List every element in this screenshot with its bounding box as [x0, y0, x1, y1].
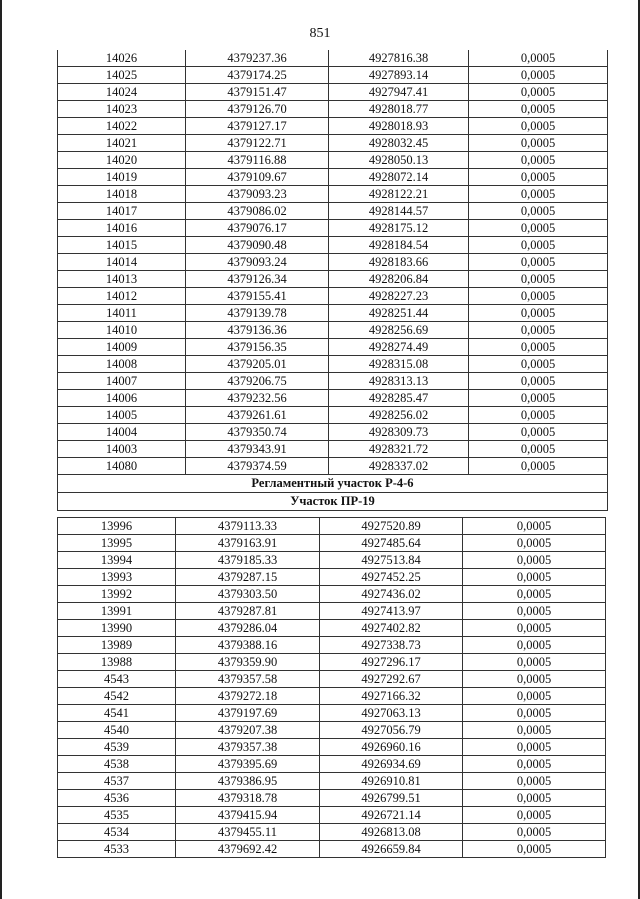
y-coordinate-cell: 4928309.73: [329, 424, 469, 441]
y-coordinate-cell: 4926659.84: [320, 841, 463, 858]
x-coordinate-cell: 4379197.69: [176, 705, 320, 722]
point-number-cell: 13993: [58, 569, 176, 586]
y-coordinate-cell: 4928251.44: [329, 305, 469, 322]
point-number-cell: 4543: [58, 671, 176, 688]
point-number-cell: 14014: [58, 254, 186, 271]
y-coordinate-cell: 4926813.08: [320, 824, 463, 841]
table-row: [58, 101, 608, 118]
x-coordinate-cell: 4379388.16: [176, 637, 320, 654]
x-coordinate-cell: 4379415.94: [176, 807, 320, 824]
x-coordinate-cell: 4379272.18: [176, 688, 320, 705]
point-number-cell: 14012: [58, 288, 186, 305]
table-row: [58, 841, 606, 858]
point-number-cell: 4540: [58, 722, 176, 739]
point-number-cell: 14010: [58, 322, 186, 339]
point-number-cell: 13990: [58, 620, 176, 637]
x-coordinate-cell: 4379127.17: [186, 118, 329, 135]
table-row: [58, 688, 606, 705]
x-coordinate-cell: 4379374.59: [186, 458, 329, 475]
table-row: [58, 305, 608, 322]
table-row: [58, 603, 606, 620]
x-coordinate-cell: 4379155.41: [186, 288, 329, 305]
point-number-cell: 14018: [58, 186, 186, 203]
point-number-cell: 13991: [58, 603, 176, 620]
accuracy-cell: 0,0005: [469, 84, 608, 101]
point-number-cell: 14020: [58, 152, 186, 169]
y-coordinate-cell: 4928050.13: [329, 152, 469, 169]
x-coordinate-cell: 4379232.56: [186, 390, 329, 407]
accuracy-cell: 0,0005: [463, 824, 606, 841]
table-row: [58, 790, 606, 807]
y-coordinate-cell: 4928032.45: [329, 135, 469, 152]
accuracy-cell: 0,0005: [463, 637, 606, 654]
point-number-cell: 14023: [58, 101, 186, 118]
table-row: [58, 118, 608, 135]
y-coordinate-cell: 4928072.14: [329, 169, 469, 186]
table-row: [58, 254, 608, 271]
accuracy-cell: 0,0005: [469, 186, 608, 203]
x-coordinate-cell: 4379093.24: [186, 254, 329, 271]
table-row: [58, 586, 606, 603]
point-number-cell: 4537: [58, 773, 176, 790]
section-heading-row: [58, 475, 608, 493]
y-coordinate-cell: 4928256.02: [329, 407, 469, 424]
accuracy-cell: 0,0005: [469, 152, 608, 169]
y-coordinate-cell: 4928274.49: [329, 339, 469, 356]
y-coordinate-cell: 4927520.89: [320, 518, 463, 535]
x-coordinate-cell: 4379287.81: [176, 603, 320, 620]
point-number-cell: 14006: [58, 390, 186, 407]
x-coordinate-cell: 4379126.70: [186, 101, 329, 118]
x-coordinate-cell: 4379357.58: [176, 671, 320, 688]
x-coordinate-cell: 4379205.01: [186, 356, 329, 373]
x-coordinate-cell: 4379139.78: [186, 305, 329, 322]
y-coordinate-cell: 4926960.16: [320, 739, 463, 756]
accuracy-cell: 0,0005: [463, 688, 606, 705]
x-coordinate-cell: 4379126.34: [186, 271, 329, 288]
y-coordinate-cell: 4927296.17: [320, 654, 463, 671]
accuracy-cell: 0,0005: [469, 390, 608, 407]
table-row: [58, 824, 606, 841]
accuracy-cell: 0,0005: [463, 620, 606, 637]
x-coordinate-cell: 4379386.95: [176, 773, 320, 790]
accuracy-cell: 0,0005: [463, 756, 606, 773]
table-row: [58, 807, 606, 824]
point-number-cell: 14013: [58, 271, 186, 288]
x-coordinate-cell: 4379151.47: [186, 84, 329, 101]
page-number: 851: [309, 26, 331, 41]
point-number-cell: 13996: [58, 518, 176, 535]
table-row: [58, 756, 606, 773]
accuracy-cell: 0,0005: [469, 118, 608, 135]
y-coordinate-cell: 4927402.82: [320, 620, 463, 637]
y-coordinate-cell: 4926934.69: [320, 756, 463, 773]
table-row: [58, 271, 608, 288]
point-number-cell: 14011: [58, 305, 186, 322]
accuracy-cell: 0,0005: [469, 220, 608, 237]
y-coordinate-cell: 4928321.72: [329, 441, 469, 458]
x-coordinate-cell: 4379093.23: [186, 186, 329, 203]
point-number-cell: 14021: [58, 135, 186, 152]
point-number-cell: 13995: [58, 535, 176, 552]
accuracy-cell: 0,0005: [469, 407, 608, 424]
y-coordinate-cell: 4928175.12: [329, 220, 469, 237]
table-row: [58, 441, 608, 458]
point-number-cell: 4541: [58, 705, 176, 722]
section-heading-regulatory-plot: Регламентный участок Р-4-6: [58, 475, 608, 493]
table-row: [58, 322, 608, 339]
x-coordinate-cell: 4379156.35: [186, 339, 329, 356]
x-coordinate-cell: 4379086.02: [186, 203, 329, 220]
point-number-cell: 14024: [58, 84, 186, 101]
point-number-cell: 14019: [58, 169, 186, 186]
y-coordinate-cell: 4928183.66: [329, 254, 469, 271]
table-row: [58, 135, 608, 152]
table-row: [58, 67, 608, 84]
x-coordinate-cell: 4379455.11: [176, 824, 320, 841]
accuracy-cell: 0,0005: [463, 807, 606, 824]
point-number-cell: 13988: [58, 654, 176, 671]
point-number-cell: 14022: [58, 118, 186, 135]
point-number-cell: 4536: [58, 790, 176, 807]
point-number-cell: 14025: [58, 67, 186, 84]
accuracy-cell: 0,0005: [463, 586, 606, 603]
y-coordinate-cell: 4927413.97: [320, 603, 463, 620]
section-heading-row: [58, 493, 608, 511]
table-row: [58, 620, 606, 637]
point-number-cell: 13989: [58, 637, 176, 654]
y-coordinate-cell: 4927056.79: [320, 722, 463, 739]
table-row: [58, 237, 608, 254]
point-number-cell: 14007: [58, 373, 186, 390]
point-number-cell: 14016: [58, 220, 186, 237]
x-coordinate-cell: 4379076.17: [186, 220, 329, 237]
accuracy-cell: 0,0005: [463, 654, 606, 671]
x-coordinate-cell: 4379692.42: [176, 841, 320, 858]
point-number-cell: 14026: [58, 50, 186, 67]
x-coordinate-cell: 4379206.75: [186, 373, 329, 390]
table-row: [58, 535, 606, 552]
accuracy-cell: 0,0005: [463, 773, 606, 790]
table-row: [58, 288, 608, 305]
table-row: [58, 739, 606, 756]
point-number-cell: 14004: [58, 424, 186, 441]
y-coordinate-cell: 4928206.84: [329, 271, 469, 288]
accuracy-cell: 0,0005: [469, 101, 608, 118]
accuracy-cell: 0,0005: [469, 254, 608, 271]
accuracy-cell: 0,0005: [469, 424, 608, 441]
x-coordinate-cell: 4379174.25: [186, 67, 329, 84]
y-coordinate-cell: 4928227.23: [329, 288, 469, 305]
accuracy-cell: 0,0005: [463, 603, 606, 620]
accuracy-cell: 0,0005: [463, 569, 606, 586]
table-row: [58, 705, 606, 722]
x-coordinate-cell: 4379113.33: [176, 518, 320, 535]
point-number-cell: 13994: [58, 552, 176, 569]
x-coordinate-cell: 4379350.74: [186, 424, 329, 441]
accuracy-cell: 0,0005: [463, 722, 606, 739]
point-number-cell: 4542: [58, 688, 176, 705]
x-coordinate-cell: 4379286.04: [176, 620, 320, 637]
y-coordinate-cell: 4927452.25: [320, 569, 463, 586]
accuracy-cell: 0,0005: [469, 441, 608, 458]
point-number-cell: 14008: [58, 356, 186, 373]
table-row: [58, 722, 606, 739]
x-coordinate-cell: 4379318.78: [176, 790, 320, 807]
y-coordinate-cell: 4926910.81: [320, 773, 463, 790]
x-coordinate-cell: 4379359.90: [176, 654, 320, 671]
y-coordinate-cell: 4926721.14: [320, 807, 463, 824]
point-number-cell: 13992: [58, 586, 176, 603]
accuracy-cell: 0,0005: [463, 841, 606, 858]
x-coordinate-cell: 4379109.67: [186, 169, 329, 186]
accuracy-cell: 0,0005: [469, 288, 608, 305]
y-coordinate-cell: 4928285.47: [329, 390, 469, 407]
table-row: [58, 339, 608, 356]
table-row: [58, 203, 608, 220]
accuracy-cell: 0,0005: [469, 237, 608, 254]
section-heading-plot: Участок ПР-19: [58, 493, 608, 511]
accuracy-cell: 0,0005: [463, 739, 606, 756]
y-coordinate-cell: 4928144.57: [329, 203, 469, 220]
x-coordinate-cell: 4379136.36: [186, 322, 329, 339]
accuracy-cell: 0,0005: [469, 203, 608, 220]
accuracy-cell: 0,0005: [469, 373, 608, 390]
table-row: [58, 390, 608, 407]
y-coordinate-cell: 4927485.64: [320, 535, 463, 552]
y-coordinate-cell: 4928184.54: [329, 237, 469, 254]
table-row: [58, 458, 608, 475]
y-coordinate-cell: 4927292.67: [320, 671, 463, 688]
y-coordinate-cell: 4928315.08: [329, 356, 469, 373]
y-coordinate-cell: 4927338.73: [320, 637, 463, 654]
y-coordinate-cell: 4928337.02: [329, 458, 469, 475]
accuracy-cell: 0,0005: [463, 552, 606, 569]
x-coordinate-cell: 4379261.61: [186, 407, 329, 424]
x-coordinate-cell: 4379357.38: [176, 739, 320, 756]
accuracy-cell: 0,0005: [463, 518, 606, 535]
y-coordinate-cell: 4927816.38: [329, 50, 469, 67]
coordinates-table-bottom: [57, 517, 606, 858]
table-row: [58, 186, 608, 203]
x-coordinate-cell: 4379343.91: [186, 441, 329, 458]
point-number-cell: 4539: [58, 739, 176, 756]
x-coordinate-cell: 4379185.33: [176, 552, 320, 569]
accuracy-cell: 0,0005: [463, 790, 606, 807]
y-coordinate-cell: 4927063.13: [320, 705, 463, 722]
accuracy-cell: 0,0005: [469, 458, 608, 475]
point-number-cell: 14005: [58, 407, 186, 424]
point-number-cell: 14003: [58, 441, 186, 458]
table-row: [58, 424, 608, 441]
table-row: [58, 654, 606, 671]
x-coordinate-cell: 4379303.50: [176, 586, 320, 603]
accuracy-cell: 0,0005: [469, 339, 608, 356]
table-row: [58, 152, 608, 169]
table-row: [58, 50, 608, 67]
accuracy-cell: 0,0005: [469, 50, 608, 67]
x-coordinate-cell: 4379395.69: [176, 756, 320, 773]
accuracy-cell: 0,0005: [463, 705, 606, 722]
table-row: [58, 84, 608, 101]
point-number-cell: 14009: [58, 339, 186, 356]
table-row: [58, 356, 608, 373]
y-coordinate-cell: 4926799.51: [320, 790, 463, 807]
x-coordinate-cell: 4379163.91: [176, 535, 320, 552]
y-coordinate-cell: 4928256.69: [329, 322, 469, 339]
scan-border-left: [0, 0, 2, 899]
point-number-cell: 4534: [58, 824, 176, 841]
table-row: [58, 552, 606, 569]
y-coordinate-cell: 4927513.84: [320, 552, 463, 569]
accuracy-cell: 0,0005: [469, 356, 608, 373]
point-number-cell: 4538: [58, 756, 176, 773]
table-row: [58, 373, 608, 390]
point-number-cell: 4533: [58, 841, 176, 858]
accuracy-cell: 0,0005: [463, 535, 606, 552]
x-coordinate-cell: 4379207.38: [176, 722, 320, 739]
accuracy-cell: 0,0005: [469, 67, 608, 84]
table-row: [58, 220, 608, 237]
accuracy-cell: 0,0005: [469, 271, 608, 288]
coordinates-table-top: [57, 50, 608, 511]
x-coordinate-cell: 4379237.36: [186, 50, 329, 67]
table-row: [58, 637, 606, 654]
accuracy-cell: 0,0005: [463, 671, 606, 688]
point-number-cell: 4535: [58, 807, 176, 824]
table-row: [58, 671, 606, 688]
x-coordinate-cell: 4379287.15: [176, 569, 320, 586]
y-coordinate-cell: 4928018.77: [329, 101, 469, 118]
accuracy-cell: 0,0005: [469, 169, 608, 186]
point-number-cell: 14080: [58, 458, 186, 475]
point-number-cell: 14015: [58, 237, 186, 254]
point-number-cell: 14017: [58, 203, 186, 220]
x-coordinate-cell: 4379090.48: [186, 237, 329, 254]
x-coordinate-cell: 4379116.88: [186, 152, 329, 169]
y-coordinate-cell: 4927947.41: [329, 84, 469, 101]
table-row: [58, 773, 606, 790]
table-row: [58, 407, 608, 424]
accuracy-cell: 0,0005: [469, 135, 608, 152]
y-coordinate-cell: 4927436.02: [320, 586, 463, 603]
table-row: [58, 518, 606, 535]
accuracy-cell: 0,0005: [469, 322, 608, 339]
accuracy-cell: 0,0005: [469, 305, 608, 322]
table-row: [58, 569, 606, 586]
y-coordinate-cell: 4928018.93: [329, 118, 469, 135]
y-coordinate-cell: 4928313.13: [329, 373, 469, 390]
x-coordinate-cell: 4379122.71: [186, 135, 329, 152]
y-coordinate-cell: 4927166.32: [320, 688, 463, 705]
table-row: [58, 169, 608, 186]
y-coordinate-cell: 4927893.14: [329, 67, 469, 84]
y-coordinate-cell: 4928122.21: [329, 186, 469, 203]
